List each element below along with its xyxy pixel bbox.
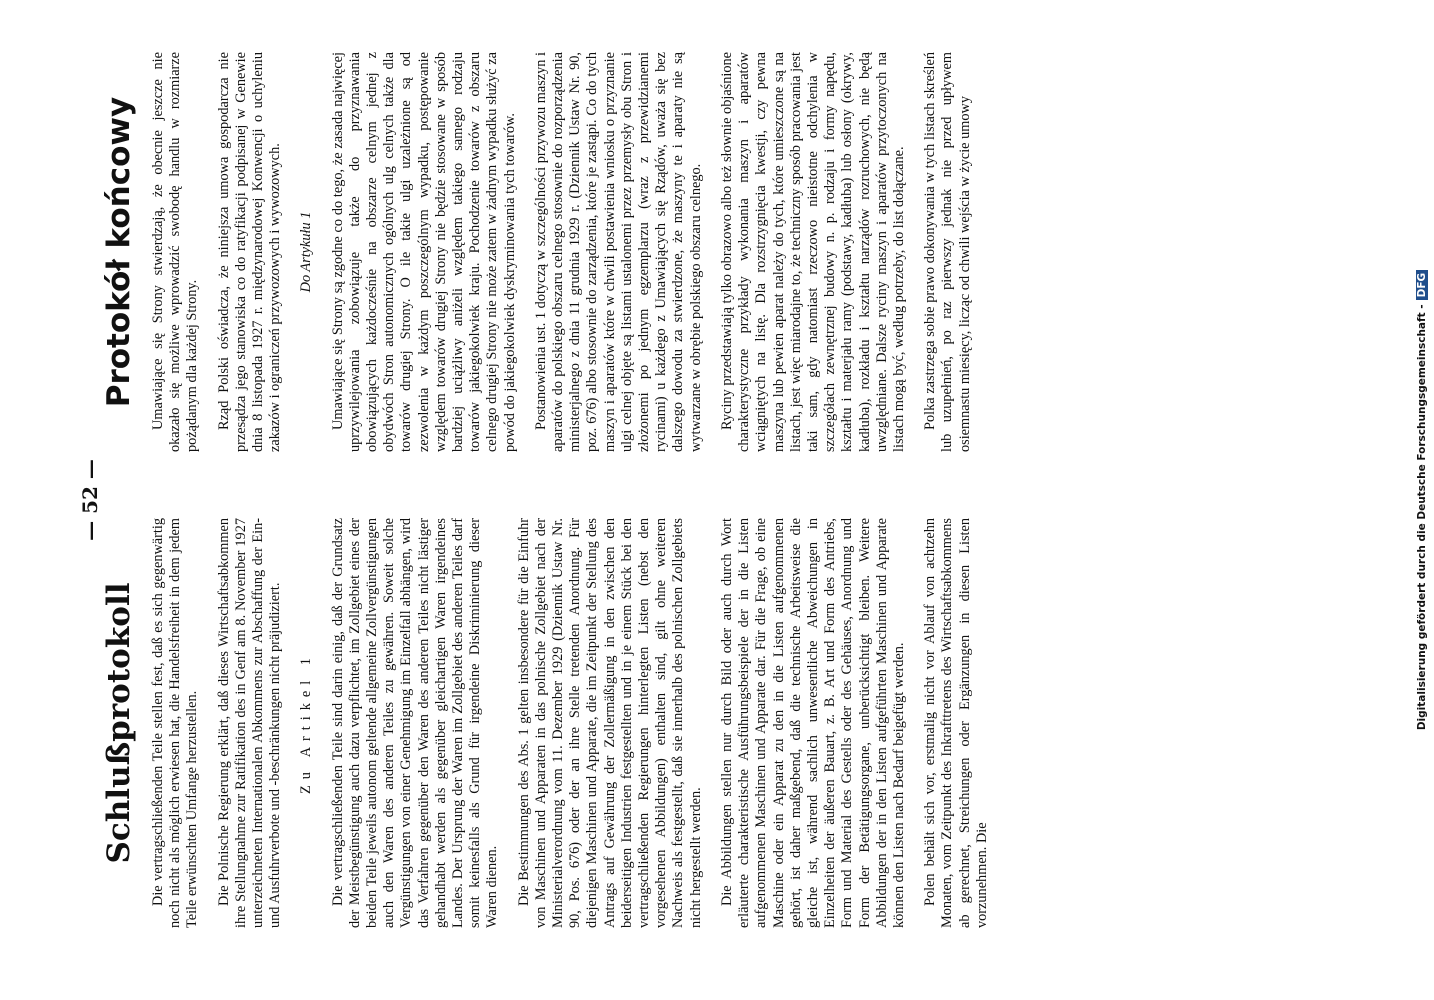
polish-article-heading: Do Artykułu 1 (298, 211, 315, 293)
polish-paragraph-1: Umawiające się Strony stwierdzają, że obecnie jeszcze nie okazało się możliwe wprowadzić swobodę handlu w rozmiarze pożądanym dla każdej Strony. (150, 52, 201, 452)
german-article-paragraph-4: Polen behält sich vor, erstmalig nicht vor Ablauf von achtzehn Monaten, vom Zeitpunkt des Inkrafttretens des Wirtschaftsabkommens ab gerechnet, Streichungen oder Ergänzungen in diesen Listen vorzunehmen. Die (922, 518, 990, 928)
german-title: Schlußprotokoll (101, 582, 137, 864)
page-number: — 52 — (78, 459, 102, 541)
german-article-paragraph-2: Die Bestimmungen des Abs. 1 gelten insbesondere für die Einfuhr von Maschinen und Apparaten in das polnische Zollgebiet nach der Ministerialverordnung vom 11. Dezember 1929 (Dziennik Ustaw Nr. 90, Pos. 676) oder der an ihre Stelle tretenden Anordnung. Für diejenigen Maschinen und Apparate, die im Zeitpunkt der Stellung des Antrags auf Gewährung der Zollermäßigung in den zwischen den beiderseitigen Industrien festgestellten und in je einem Stück bei den vertragschließenden Regierungen hinterlegten Listen (nebst den vorgesehenen Abbildungen) enthalten sind, gilt ohne weiteren Nachweis als festgestellt, daß sie innerhalb des polnischen Zollgebiets nicht hergestellt werden. (515, 518, 704, 928)
german-paragraph-2: Die Polnische Regierung erklärt, daß dieses Wirtschaftsabkommen ihre Stellungnahme zur Ratifikation des in Genf am 8. November 1927 unterzeichneten Internationalen Abkommens zur Abschaffung der Ein- und Ausfuhrverbote und -beschränkungen nicht präjudiziert. (215, 518, 284, 928)
german-paragraph-1: Die vertragschließenden Teile stellen fest, daß es sich gegenwärtig noch nicht als möglich erwiesen hat, die Handelsfreiheit in dem jedem Teile erwünschten Umfange herzustellen. (150, 518, 201, 928)
polish-article-paragraph-2: Postanowienia ust. 1 dotyczą w szczególności przywozu maszyn i aparatów do polskiego obszaru celnego stosownie do rozporządzenia ministerjalnego z dnia 11 grudnia 1929 r. (Dziennik Ustaw Nr. 90, poz. 676) albo stosownie do zarządzenia, które je zastąpi. Co do tych maszyn i aparatów które w chwili postawienia wniosku o przyznanie ulgi celnej objęte są listami ustalonemi przez przemysły obu Stron i złożonemi po jednym egzemplarzu (wraz z przewidzianemi rycinami) u każdego z Umawiających się Rządów, uważa się bez dalszego dowodu za stwierdzone, że maszyny te i aparaty nie są wytwarzane w obrębie polskiego obszaru celnego. (532, 52, 704, 452)
german-column (150, 518, 1005, 928)
polish-column (150, 52, 988, 452)
digitization-note (1416, 0, 1428, 1000)
polish-title: Protokół końcowy (101, 96, 137, 408)
german-article-paragraph-1: Die vertragschließenden Teile sind darin einig, daß der Grundsatz der Meistbegünstigung auch dazu verpflichtet, im Zollgebiet eines der beiden Teile jeweils autonom geltende allgemeine Zollvergünstigungen auch den Waren des anderen Teiles zu gewähren. Soweit solche Vergünstigungen von einer Genehmigung im Einzelfall abhängen, wird das Verfahren gegenüber den Waren des anderen Teiles nicht lästiger gehandhabt werden als gegenüber gleichartigen Waren irgendeines Landes. Der Ursprung der Waren im Zollgebiet des anderen Teiles darf somit keinesfalls als Grund für irgendeine Diskriminierung dieser Waren dienen. (329, 518, 501, 928)
german-article-paragraph-3: Die Abbildungen stellen nur durch Bild oder auch durch Wort erläuterte charakteristische Ausführungsbeispiele der in die Listen aufgenommenen Maschinen und Apparate dar. Für die Frage, ob eine Maschine oder ein Apparat zu den in die Listen aufgenommenen gehört, ist daher maßgebend, daß die technische Arbeitsweise die gleiche ist, während sachlich unwesentliche Abweichungen in Einzelheiten der äußeren Bauart, z. B. Art und Form des Antriebs, Form und Material des Gestells oder des Gehäuses, Anordnung und Form der Betätigungsorgane, unberücksichtigt bleiben. Weitere Abbildungen der in den Listen aufgeführten Maschinen und Apparate können den Listen nach Bedarf beigefügt werden. (718, 518, 907, 928)
german-article-heading: Zu Artikel 1 (298, 652, 315, 794)
polish-article-paragraph-4: Polka zastrzega sobie prawo dokonywania w tych listach skreśleń lub uzupełnień, po raz pierwszy jednak nie przed upływem osiemnastu miesięcy, licząc od chwili wejścia w życie umowy (922, 52, 973, 452)
polish-article-paragraph-1: Umawiające się Strony są zgodne co do tego, że zasada najwięcej uprzywilejowania zobowiązuje także do przyznawania obowiązujących każdocześnie na obszarze celnym jednej z obydwóch Stron autonomicznych ogólnych ulg celnych także dla towarów drugiej Strony. O ile takie ulgi uzależnione są od zezwolenia w każdym poszczególnym wypadku, postępowanie względem towarów drugiej Strony nie będzie stosowane w sposób bardziej uciążliwy aniżeli względem takiego samego rodzaju towarów jakiegokolwiek kraju. Pochodzenie towarów z obszaru celnego drugiej Strony nie może zatem w żadnym wypadku służyć za powód do jakiegokolwiek dyskryminowania tych towarów. (329, 52, 518, 452)
digitization-text: Digitalisierung gefördert durch die Deutsche Forschungsgemeinschaft - (1416, 304, 1428, 731)
polish-paragraph-2: Rząd Polski oświadcza, że niniejsza umowa gospodarcza nie przesądza jego stanowiska co do ratyfikacji podpisanej w Genewie dnia 8 listopada 1927 r. międzynarodowej Konwencji o uchyleniu zakazów i ograniczeń przywozowych i wywozowych. (215, 52, 284, 452)
polish-article-paragraph-3: Ryciny przedstawiają tylko obrazowo albo też słownie objaśnione charakterystyczne przykłady wykonania maszyn i aparatów wciągniętych na listę. Dla rozstrzygnięcia kwestji, czy pewna maszyna lub pewien aparat należy do tych, które umieszczone są na listach, jest więc miarodajne to, że techniczny sposób pracowania jest taki sam, gdy natomiast rzeczowo nieistotne odchylenia w szczegółach zewnętrznej budowy n. p. rodzaju i formy napędu, kształtu i materjału ramy (podstawy, kadłuba) lub osłony (okrywy, kadłuba), rozkładu i kształtu narządów rozruchowych, nie będą uwzględniane. Dalsze ryciny maszyn i aparatów przytoczonych na listach mogą być, według potrzeby, do list dołączane. (718, 52, 907, 452)
dfg-logo: DFG (1416, 270, 1428, 301)
